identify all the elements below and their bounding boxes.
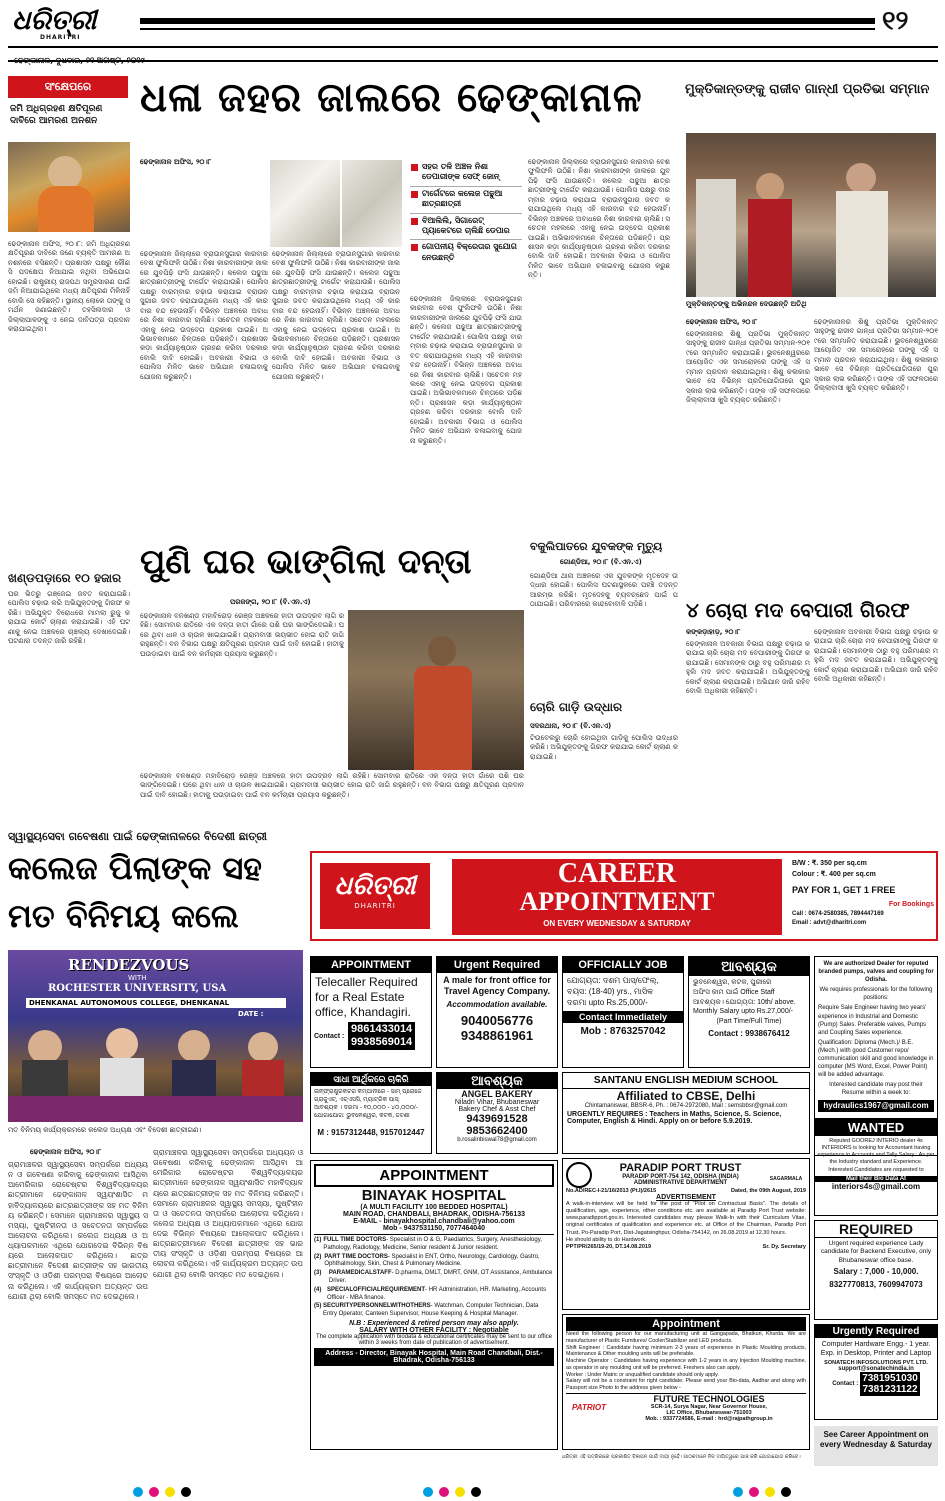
ad-bakery-email: b.rosalinbiswal78@gmail.com xyxy=(457,1137,537,1144)
vakuli-headline: ବକୁଲିପାତରେ ଯୁବକଙ୍କ ମୃତ୍ୟୁ xyxy=(530,540,663,553)
ad-binayak-email: E-MAIL - binayakhospital.chandbali@yahoo.com xyxy=(353,1218,515,1225)
ad-paradip-no: No.AD/REC-I-21/16/2013 (Pt.I)/2615 xyxy=(566,1188,657,1194)
ad-urgently-head: Urgently Required xyxy=(815,1325,937,1338)
ad-paradip-dated: Dated, the 09th August, 2019 xyxy=(731,1188,806,1194)
ad-telecaller xyxy=(310,956,432,1068)
lead-dateline: ଢେଙ୍କାନାଳ ଅଫିସ, ୨୦।୮ xyxy=(140,158,212,166)
ad-bakery-name: ANGEL BAKERY xyxy=(461,1089,533,1099)
rate-bw: B/W : ₹. 350 per sq.cm xyxy=(792,860,867,867)
ad-paradip-text: A walk-in-interview will be held for the post of "Pilot on Contractual Basis". The details of qualification, age, experience, other conditions etc. are available at Paradip Port Trust website: www.paradipport.gov.in. Interested candidates may please Walk-In with their Curriculum Vitae, original certificates of qualification and experience etc. at Office of the Chairman, Paradip Port Trust, Po-Paradip Port, Dist-Jagatsinghpur, Odisha-754142, on 26.08.2019 at 12.30 hours. xyxy=(566,1201,806,1236)
ad-binayak-item: (1) FULL TIME DOCTORS- Specialist in O & G, Paediatrics, Surgery, Anesthesiology, Pathology, Radiology, Medicine, Senior resident & Junior resident. xyxy=(314,1237,542,1251)
ad-appt-salary: Salary will not be a constraint for right candidate. Please send your Bio-data, Aadhar and along with Passport size Photo to the address given below - xyxy=(566,1378,806,1392)
ad-dealer-req: We requires professionals for the following positions: xyxy=(819,987,933,1002)
ad-binayak-item: (2) PART TIME DOCTORS- Specialist in ENT, Ortho, Neurology, Cardiology, Gastro, Ophthalmology, Skin, Chest & Pulmonary Medicine. xyxy=(314,1253,540,1268)
elephant-damage-photo xyxy=(348,610,524,770)
chora-dateline: କଙ୍କଡ଼ାହାଡ଼, ୨୦।୮ xyxy=(686,628,741,636)
ad-telecaller-text: Telecaller Required for a Real Estate office, Khandagiri. xyxy=(315,975,418,1019)
college-body-col2: ଗ୍ରାମାଞ୍ଚଳର ସ୍ୱାସ୍ଥ୍ୟସେବା ସମ୍ପର୍କରେ ଅଧ୍ୟୟନ ଓ ଗବେଷଣା କରିବାକୁ ଢେଙ୍କାନାଳ ଆସିଥିବା ଆମେରିକାର ରୋଚେଷ୍ଟର ବିଶ୍ୱବିଦ୍ୟାଳୟର ଛାତ୍ରୀମାନେ ଢେଙ୍କାନାଳ ସ୍ୱୟଂଶାସିତ ମହାବିଦ୍ୟାଳୟରେ ଛାତ୍ରଛାତ୍ରୀଙ୍କ ସହ ମତ ବିନିମୟ କରିଛନ୍ତି। ସେମାନେ ଗ୍ରାମାଞ୍ଚଳର ସ୍ୱାସ୍ଥ୍ୟ ସମସ୍ୟା, ପୁଷ୍ଟିହୀନତା ଓ ସଚେତନତା ସମ୍ପର୍କରେ ଆଲୋଚନା କରିଥିଲେ। କଲେଜ ଅଧ୍ୟକ୍ଷ ଓ ଅଧ୍ୟାପକମାନେ ଏଥିରେ ଯୋଗଦେଇ ବିଭିନ୍ନ ବିଷୟରେ ଆଲୋକପାତ କରିଥିଲେ। ଛାତ୍ରଛାତ୍ରୀମାନେ ବିଦେଶୀ ଛାତ୍ରୀଙ୍କ ସହ ଭାରତୀୟ ସଂସ୍କୃତି ଓ ଓଡ଼ିଶୀ ପରମ୍ପରା ବିଷୟରେ ଆଲୋଚନା କରିଥିଲେ। ଏହି କାର୍ଯ୍ୟକ୍ରମ ଅତ୍ୟନ୍ତ ଉପଯୋଗୀ ଥିଲା ବୋଲି ସମସ୍ତେ ମତ ଦେଇଥିଲେ। xyxy=(153,1148,303,1279)
ad-appointment-future xyxy=(562,1314,810,1450)
ad-paradip-sign: Sr. Dy. Secretary xyxy=(762,1243,806,1250)
career-brand-box xyxy=(320,863,430,929)
vakuli-dateline: ଗୋଣ୍ଡିଆ, ୨୦।୮ (ବି.ଏନ.ଏ) xyxy=(560,558,642,566)
header-rule xyxy=(140,18,875,24)
ad-urgently-contact: Contact : xyxy=(832,1381,859,1388)
ad-santanu xyxy=(562,1072,810,1154)
ad-urgently-phone: 7381231122 xyxy=(862,1384,918,1396)
award-photo xyxy=(686,133,936,297)
ad-officially-line: ବୟସ: (18-40) yrs., ମାସିକ xyxy=(567,987,653,997)
ad-required xyxy=(814,1220,938,1320)
booking-call: Call : 0674-2580385, 7894447169 xyxy=(792,911,884,917)
ad-sadha-line: ଗ୍ରାଜୁଏଟ୍, ଏଚ୍‌ଏସସି, ମ୍ୟାଟ୍ରିକ ପାସ୍ xyxy=(314,1097,399,1104)
ad-required-head: REQUIRED xyxy=(815,1221,937,1238)
ad-abashyak-contact: Contact : 9938676412 xyxy=(708,1028,790,1038)
registration-dots-left xyxy=(130,1482,194,1501)
gandhi-caption: ମୁକ୍ତିକାନ୍ତଙ୍କୁ ଅଭିନନ୍ଦନ ଦେଉଛନ୍ତି ଅତିଥି xyxy=(686,300,807,308)
danta-body-col2: ଢେଙ୍କାନାଳ ବନଖଣ୍ଡ ମହାବିରୋଡ଼ ରେଞ୍ଜ ଅଞ୍ଚଳରେ ହାତୀ ଉପଦ୍ରବ ଲାଗି ରହିଛି। ସୋମବାର ରାତିରେ ଏକ ଦନ୍ତା ହାତୀ ଗାଁରେ ପଶି ଘର ଭାଙ୍ଗିଦେଇଛି। ଘରେ ଥିବା ଧାନ ଓ ଚାଉଳ ଖାଇଯାଇଛି। ଗ୍ରାମବାସୀ ଭୟଭୀତ ହୋଇ ରାତି ଜାଗି ରହୁଛନ୍ତି। ବନ ବିଭାଗ ପକ୍ଷରୁ କ୍ଷତିପୂରଣ ପ୍ରଦାନ ପାଇଁ ଦାବି ହୋଇଛି। ହାତୀକୁ ଘଉଡ଼ାଇବା ପାଇଁ ବନ କର୍ମଚାରୀ ପ୍ରୟାସ କରୁଛନ୍ତି। xyxy=(140,772,524,799)
ad-appt-caddr: SCR-14, Surya Nagar, Near Governor House, xyxy=(650,1403,768,1410)
rendezvous-univ: ROCHESTER UNIVERSITY, USA xyxy=(48,983,227,994)
gandhi-body-col2: ଢେଙ୍କାନାଳର ଶିଶୁ ପ୍ରତିଭା ମୁକ୍ତିକାନ୍ତ ସାହୁଙ୍କୁ ରାଜୀବ ଗାନ୍ଧୀ ପ୍ରତିଭା ସମ୍ମାନ-୨୦୧୯ରେ ସମ୍ମାନିତ କରାଯାଇଛି। ଭୁବନେଶ୍ୱରରେ ଆୟୋଜିତ ଏକ ସମାରୋହରେ ତାଙ୍କୁ ଏହି ସମ୍ମାନ ପ୍ରଦାନ କରାଯାଇଥିଲା। ଶିଶୁ କଳାକାର ଭାବେ ସେ ବିଭିନ୍ନ ପ୍ରତିଯୋଗିତାରେ ପୁରସ୍କାର ଲାଭ କରିଛନ୍ତି। ତାଙ୍କ ଏହି ସଫଳତାରେ ଜିଲ୍ଲାବାସୀ ଖୁସି ବ୍ୟକ୍ତ କରିଛନ୍ତି। xyxy=(814,318,938,393)
rendezvous-photo xyxy=(8,950,303,1122)
ad-see-career xyxy=(814,1426,938,1466)
masthead-logo: ଧରିତ୍ରୀ xyxy=(12,5,97,36)
ad-appt-machine: Machine Operator : Candidates having experience with 1-2 years in any Injection Moulding machine, as operator in any moulding unit will be preferred. Freshers also can apply. xyxy=(566,1358,806,1371)
ad-santanu-urgent: URGENTLY REQUIRES : Teachers in Maths, Science, S. Science, Computer, English & Hindi. Apply on or before 5.9.2019. xyxy=(567,1111,782,1125)
drug-seizure-photo-1 xyxy=(270,160,340,247)
college-headline-2: ମତ ବିନିମୟ କଲେ xyxy=(8,897,239,935)
college-body-col1: ଗ୍ରାମାଞ୍ଚଳର ସ୍ୱାସ୍ଥ୍ୟସେବା ସମ୍ପର୍କରେ ଅଧ୍ୟୟନ ଓ ଗବେଷଣା କରିବାକୁ ଢେଙ୍କାନାଳ ଆସିଥିବା ଆମେରିକାର ରୋଚେଷ୍ଟର ବିଶ୍ୱବିଦ୍ୟାଳୟର ଛାତ୍ରୀମାନେ ଢେଙ୍କାନାଳ ସ୍ୱୟଂଶାସିତ ମହାବିଦ୍ୟାଳୟରେ ଛାତ୍ରଛାତ୍ରୀଙ୍କ ସହ ମତ ବିନିମୟ କରିଛନ୍ତି। ସେମାନେ ଗ୍ରାମାଞ୍ଚଳର ସ୍ୱାସ୍ଥ୍ୟ ସମସ୍ୟା, ପୁଷ୍ଟିହୀନତା ଓ ସଚେତନତା ସମ୍ପର୍କରେ ଆଲୋଚନା କରିଥିଲେ। କଲେଜ ଅଧ୍ୟକ୍ଷ ଓ ଅଧ୍ୟାପକମାନେ ଏଥିରେ ଯୋଗଦେଇ ବିଭିନ୍ନ ବିଷୟରେ ଆଲୋକପାତ କରିଥିଲେ। ଛାତ୍ରଛାତ୍ରୀମାନେ ବିଦେଶୀ ଛାତ୍ରୀଙ୍କ ସହ ଭାରତୀୟ ସଂସ୍କୃତି ଓ ଓଡ଼ିଶୀ ପରମ୍ପରା ବିଷୟରେ ଆଲୋଚନା କରିଥିଲେ। ଏହି କାର୍ଯ୍ୟକ୍ରମ ଅତ୍ୟନ୍ତ ଉପଯୋଗୀ ଥିଲା ବୋଲି ସମସ୍ତେ ମତ ଦେଇଥିଲେ। xyxy=(8,1160,148,1301)
ad-officially-mob: Mob : 8763257042 xyxy=(580,1025,666,1037)
page-number: ୧୨ xyxy=(882,6,909,36)
registration-dots-right xyxy=(730,1482,794,1501)
gandhi-dateline: ଢେଙ୍କାନାଳ ଅଫିସ, ୨୦।୮ xyxy=(686,318,758,326)
ad-appt-caddr: LIC Office, Bhubaneswar-751003 xyxy=(666,1409,752,1416)
career-brand: ଧରିତ୍ରୀ xyxy=(334,871,416,901)
lead-body-col2: ଢେଙ୍କାନାଳ ଜିଲ୍ଲାରେ ବ୍ରାଉନସୁଗାର କାରବାର ବେଶ ଫୁଲିଫଳି ଉଠିଛି। ନିଶା କାରବାରୀଙ୍କ ଜାଲରେ ଯୁବପିଢ଼ି ଫସି ଯାଉଛନ୍ତି। କଲେଜ ପଢୁଆ ଛାତ୍ରଛାତ୍ରୀଙ୍କୁ ଟାର୍ଗେଟ କରାଯାଉଛି। ପୋଲିସ ପକ୍ଷରୁ ବାରମ୍ବାର ଚଢ଼ାଉ କରାଯାଇ ବ୍ରାଉନସୁଗାର ଜବତ କରାଯାଉଥିଲେ ମଧ୍ୟ ଏହି କାରବାର ବନ୍ଦ ହେଉନାହିଁ। ବିଭିନ୍ନ ଅଞ୍ଚଳରେ ଅବାଧରେ ନିଶା କାରବାର ଚାଲିଛି। ସଚେତନ ମହଲରେ ଏହାକୁ ନେଇ ଉଦ୍‌ବେଗ ପ୍ରକାଶ ପାଇଛି। ଅଭିଭାବକମାନେ ଚିନ୍ତାରେ ପଡ଼ିଛନ୍ତି। ପ୍ରଶାସନ କଡ଼ା କାର୍ଯ୍ୟାନୁଷ୍ଠାନ ଗ୍ରହଣ କରିବା ଦରକାର ବୋଲି ଦାବି ହୋଇଛି। ଅବକାରୀ ବିଭାଗ ଓ ପୋଲିସ ମିଳିତ ଭାବେ ଅଭିଯାନ ଚଳାଇବାକୁ ଯୋଜନା କରୁଛନ୍ତି। xyxy=(272,250,400,381)
ad-sadha-line: ଆବଶ୍ୟକ । ଦରମା - ୧୦,୦୦୦ - ୪୦,୦୦୦/- xyxy=(314,1105,418,1112)
ad-binayak-note: The complete application with biodata & educational certificates may be sent to our office within 3 weeks from date of publication of advertisement. xyxy=(315,1333,553,1346)
ad-urgent-head: Urgent Required xyxy=(437,957,557,973)
ad-abashyak-head: ଆବଶ୍ୟକ xyxy=(689,957,809,976)
ad-paradip-adv: ADVERTISEMENT xyxy=(656,1194,716,1201)
ad-wanted-head: WANTED xyxy=(815,1119,937,1136)
paradip-logo xyxy=(566,1162,592,1188)
ad-dealer-email: hydraulics1967@gmail.com xyxy=(818,1100,934,1113)
college-caption: ମତ ବିନିମୟ କାର୍ଯ୍ୟକ୍ରମରେ କଲେଜ ଅଧ୍ୟକ୍ଷ ଏବଂ ବିଦେଶୀ ଛାତ୍ରୀଗଣ। xyxy=(8,1126,202,1134)
ad-binayak xyxy=(310,1160,558,1450)
ad-dealer-text: We are authorized Dealer for reputed branded pumps, valves and coupling for Odisha. xyxy=(818,961,934,984)
header-rule-thin xyxy=(140,28,875,30)
career-banner xyxy=(310,851,938,941)
career-sub: ON EVERY WEDNESDAY & SATURDAY xyxy=(543,919,691,928)
sagarmala-logo: SAGARMALA xyxy=(769,1176,803,1182)
chori-dateline: ସଦରଥାନା, ୨୦।୮ (ବି.ଏନ.ଏ) xyxy=(530,722,612,730)
ad-sadha-line: ଯୋଗାଯୋଗ: ଭୁବନେଶ୍ୱର, କଟକ, ଜଟଣୀ xyxy=(314,1113,410,1120)
ad-binayak-item: (3) PARAMEDICALSTAFF- D.pharma, DMLT, DMRT, GNM, OT Assistance, Ambulance Driver. xyxy=(314,1270,553,1284)
ad-bakery-head: ଆବଶ୍ୟକ xyxy=(437,1073,557,1089)
ad-telecaller-phone: 9938569014 xyxy=(351,1036,413,1049)
ad-wanted-email: interiors4s@gmail.com xyxy=(831,1181,921,1191)
bullet-item: ସହର ତଳି ଅଞ୍ଚଳ ନିଶା ଡେପାରୀଙ୍କ ସେଫ୍ ଜୋନ୍ xyxy=(410,160,522,187)
ad-sadha-line: ଇନ୍‌ଫ୍ରାଷ୍ଟ୍ରକଚର କମ୍ପାନୀରେ - ସାମ୍ ପ୍ରୋଜେ xyxy=(314,1089,422,1095)
date-label: DATE : xyxy=(238,1010,264,1018)
masthead xyxy=(12,6,132,42)
ad-binayak-sub: (A MULTI FACILITY 100 BEDDED HOSPITAL) xyxy=(360,1204,508,1211)
lead-headline: ଧଳା ଜହର ଜାଲରେ ଢେଙ୍କାନାଳ xyxy=(140,75,643,121)
college-dateline: ଢେଙ୍କାନାଳ ଅଫିସ, ୨୦।୮ xyxy=(30,1148,102,1156)
ad-binayak-nb: N.B : Experienced & retired person may also apply. xyxy=(349,1319,519,1327)
ad-wanted-text: Reputed GOOREJ INTERIO dealer 4s INTERIORS is looking for Accountant having experience in Accounts and Tally Salary : As per the Industry standard and Experience. Interested Candidates are requested to xyxy=(817,1138,935,1173)
ad-binayak-head: APPOINTMENT xyxy=(314,1164,554,1187)
career-title-box xyxy=(452,859,782,935)
ad-binayak-name: BINAYAK HOSPITAL xyxy=(361,1187,507,1204)
ad-abashyak-line: ଆବଶ୍ୟକ। ଯୋଗ୍ୟତା: 10th/ above. xyxy=(693,998,796,1006)
offer: PAY FOR 1, GET 1 FREE xyxy=(792,885,896,895)
ad-bakery-phone: 9853662400 xyxy=(466,1125,528,1138)
ad-abashyak-line: (Part Time/Full Time) xyxy=(716,1018,782,1026)
rendezvous-with: WITH xyxy=(128,974,147,982)
ad-urgent-phone: 9348861961 xyxy=(460,1027,534,1043)
rate-colour: Colour : ₹. 400 per sq.cm xyxy=(792,870,876,878)
ad-urgently-text: Computer Hardware Engg.- 1 year. Exp. in Desktop, Printer and Laptop xyxy=(820,1341,932,1358)
chora-body-col2: ଢେଙ୍କାନାଳ ଅବକାରୀ ବିଭାଗ ପକ୍ଷରୁ ଚଢ଼ାଉ କରାଯାଇ ଚାରି ଚୋରା ମଦ ବେପାରୀଙ୍କୁ ଗିରଫ କରାଯାଇଛି। ସେମାନଙ୍କ ଠାରୁ ବହୁ ପରିମାଣର ମହୁଲି ମଦ ଜବତ କରାଯାଇଛି। ଅଭିଯୁକ୍ତଙ୍କୁ କୋର୍ଟ ଚାଲାଣ କରାଯାଇଛି। ଅଭିଯାନ ଜାରି ରହିବ ବୋଲି ଅଧିକାରୀ କହିଛନ୍ତି। xyxy=(814,628,938,684)
ad-appt-worker: Worker : Under Matric or unqualified candidate should only apply. xyxy=(566,1371,719,1378)
lead-body-col3: ଢେଙ୍କାନାଳ ଜିଲ୍ଲାରେ ବ୍ରାଉନସୁଗାର କାରବାର ବେଶ ଫୁଲିଫଳି ଉଠିଛି। ନିଶା କାରବାରୀଙ୍କ ଜାଲରେ ଯୁବପିଢ଼ି ଫସି ଯାଉଛନ୍ତି। କଲେଜ ପଢୁଆ ଛାତ୍ରଛାତ୍ରୀଙ୍କୁ ଟାର୍ଗେଟ କରାଯାଉଛି। ପୋଲିସ ପକ୍ଷରୁ ବାରମ୍ବାର ଚଢ଼ାଉ କରାଯାଇ ବ୍ରାଉନସୁଗାର ଜବତ କରାଯାଉଥିଲେ ମଧ୍ୟ ଏହି କାରବାର ବନ୍ଦ ହେଉନାହିଁ। ବିଭିନ୍ନ ଅଞ୍ଚଳରେ ଅବାଧରେ ନିଶା କାରବାର ଚାଲିଛି। ସଚେତନ ମହଲରେ ଏହାକୁ ନେଇ ଉଦ୍‌ବେଗ ପ୍ରକାଶ ପାଇଛି। ଅଭିଭାବକମାନେ ଚିନ୍ତାରେ ପଡ଼ିଛନ୍ତି। ପ୍ରଶାସନ କଡ଼ା କାର୍ଯ୍ୟାନୁଷ୍ଠାନ ଗ୍ରହଣ କରିବା ଦରକାର ବୋଲି ଦାବି ହୋଇଛି। ଅବକାରୀ ବିଭାଗ ଓ ପୋଲିସ ମିଳିତ ଭାବେ ଅଭିଯାନ ଚଳାଇବାକୁ ଯୋଜନା କରୁଛନ୍ତି। xyxy=(410,295,522,445)
ad-paradip-text2: He should ability to do Hardwork. xyxy=(566,1236,647,1243)
ad-santanu-address: Chintamaniswar, BBSR-6, Ph. : 0674-2972080, Mail : semsbbsr@gmail.com xyxy=(584,1103,788,1109)
career-title-2: APPOINTMENT xyxy=(519,887,715,916)
ad-appt-head: Appointment xyxy=(566,1317,806,1331)
ad-bakery-phone: 9439691528 xyxy=(466,1113,528,1125)
rendezvous-banner: RENDEZVOUS xyxy=(68,956,190,974)
ad-urgently-phone: 7381951030 xyxy=(862,1373,918,1385)
chori-body: ଟିଉବେଲରୁ ଚୋରି ହୋଇଥିବା ଗାଡ଼ିକୁ ପୋଲିସ ଉଦ୍ଧାର କରିଛି। ଅଭିଯୁକ୍ତଙ୍କୁ ଗିରଫ କରାଯାଇ କୋର୍ଟ ଚାଲାଣ କରାଯାଇଛି। xyxy=(530,734,678,761)
ad-abashyak xyxy=(688,956,810,1068)
registration-dots-center xyxy=(420,1482,484,1501)
khandapada-headline: ଖଣ୍ଡପଡ଼ାରେ ୧୦ ହଜାର xyxy=(8,571,122,585)
ad-binayak-footer: Address - Director, Binayak Hospital, Main Road Chandbali, Dist.- Bhadrak, Odisha-756133 xyxy=(314,1348,554,1366)
ad-bakery xyxy=(436,1072,558,1154)
ad-urgent-phone: 9040056776 xyxy=(460,1012,534,1028)
ad-officially-contact: Contact Immediately xyxy=(563,1011,683,1023)
college-strip: DHENKANAL AUTONOMOUS COLLEGE, DHENKANAL xyxy=(26,998,286,1008)
khandapada-body: ଘର ଭିତରୁ ଗଞ୍ଜେଇ ଜବତ କରାଯାଇଛି। ପୋଲିସ ଚଢ଼ାଉ କରି ଅଭିଯୁକ୍ତଙ୍କୁ ଗିରଫ କରିଛି। ଅଭିଯୁକ୍ତ ବିରୋଧରେ ମାମଲା ରୁଜୁ କରାଯାଇ କୋର୍ଟ ଚାଲାଣ କରାଯାଇଛି। ଏହି ଘଟଣାକୁ ନେଇ ଅଞ୍ଚଳରେ ଚାଞ୍ଚଲ୍ୟ ଦେଖାଦେଇଛି। ଘଟଣାର ତଦନ୍ତ ଜାରି ରହିଛି। xyxy=(8,590,130,646)
bullet-item: ଟାର୍ଗେଟରେ କଲେଜ ପଢୁଆ ଛାତ୍ରଛାତ୍ରୀ xyxy=(410,187,522,214)
ad-sadha-mobile: M : 9157312448, 9157012447 xyxy=(317,1128,425,1138)
ad-binayak-item: (4) SPECIALOFFICIALREQUIREMENT- HR Administration, HR. Marketing, Accounts Officer - MBA finance. xyxy=(314,1286,547,1301)
ad-abashyak-line: ଅଫିସ କାମ ପାଇଁ Office Staff xyxy=(693,988,775,996)
chora-body-col1: ଢେଙ୍କାନାଳ ଅବକାରୀ ବିଭାଗ ପକ୍ଷରୁ ଚଢ଼ାଉ କରାଯାଇ ଚାରି ଚୋରା ମଦ ବେପାରୀଙ୍କୁ ଗିରଫ କରାଯାଇଛି। ସେମାନଙ୍କ ଠାରୁ ବହୁ ପରିମାଣର ମହୁଲି ମଦ ଜବତ କରାଯାଇଛି। ଅଭିଯୁକ୍ତଙ୍କୁ କୋର୍ଟ ଚାଲାଣ କରାଯାଇଛି। ଅଭିଯାନ ଜାରି ରହିବ ବୋଲି ଅଧିକାରୀ କହିଛନ୍ତି। xyxy=(686,640,810,696)
ad-sadha-head: ସାଧା ଆର୍ଥିକରେ ଚାକିରି xyxy=(311,1073,431,1086)
ad-bakery-positions: Bakery Chef & Asst Chef xyxy=(458,1106,536,1113)
ad-binayak-item: (5) SECURITYPERSONNELWITHOTHERS- Watchman, Computer Technician, Data Entry Operator, Canteen Supervisor, House Keeping & Hospital Manager. xyxy=(314,1303,539,1318)
masthead-english: DHARITRI xyxy=(40,34,81,41)
sankhepare-body: ଢେଙ୍କାନାଳ ଅଫିସ, ୨୦।୮: ଜମି ଅଧିଗ୍ରହଣ କ୍ଷତିପୂରଣ ଦାବିରେ ଜଣେ ବ୍ୟକ୍ତି ଆମରଣ ଅନଶନରେ ବସିଛନ୍ତି। ପ୍ରଶାସନ ପକ୍ଷରୁ କୌଣସି ପଦକ୍ଷେପ ନିଆଯାଇ ନଥିବା ଅଭିଯୋଗ ହୋଇଛି। ରାଷ୍ଟ୍ରୀୟ ରାଜପଥ ସମ୍ପ୍ରସାରଣ ପାଇଁ ଜମି ନିଆଯାଇଥିଲେ ମଧ୍ୟ କ୍ଷତିପୂରଣ ମିଳିନାହିଁ ବୋଲି ସେ କହିଛନ୍ତି। ସ୍ଥାନୀୟ ଲୋକେ ତାଙ୍କୁ ସମର୍ଥନ ଜଣାଇଛନ୍ତି। ତହସିଲଦାର ଓ ଜିଲ୍ଲାପାଳଙ୍କୁ ଏ ନେଇ ଦାବିପତ୍ର ପ୍ରଦାନ କରାଯାଇଥିଲା। xyxy=(8,240,130,333)
gandhi-headline: ମୁକ୍ତିକାନ୍ତଙ୍କୁ ରାଜୀବ ଗାନ୍ଧୀ ପ୍ରତିଭା ସମ୍ମାନ xyxy=(685,82,930,97)
ad-telecaller-phone: 9861433014 xyxy=(351,1023,413,1035)
ad-wanted xyxy=(814,1118,938,1216)
ad-paradip-ref: PPT/PR/265/19-20, DT.14.08.2019 xyxy=(566,1243,651,1250)
ad-see-text: See Career Appointment on every Wednesday & Saturday xyxy=(820,1430,932,1450)
lead-body-col4: ଢେଙ୍କାନାଳ ଜିଲ୍ଲାରେ ବ୍ରାଉନସୁଗାର କାରବାର ବେଶ ଫୁଲିଫଳି ଉଠିଛି। ନିଶା କାରବାରୀଙ୍କ ଜାଲରେ ଯୁବପିଢ଼ି ଫସି ଯାଉଛନ୍ତି। କଲେଜ ପଢୁଆ ଛାତ୍ରଛାତ୍ରୀଙ୍କୁ ଟାର୍ଗେଟ କରାଯାଉଛି। ପୋଲିସ ପକ୍ଷରୁ ବାରମ୍ବାର ଚଢ଼ାଉ କରାଯାଇ ବ୍ରାଉନସୁଗାର ଜବତ କରାଯାଉଥିଲେ ମଧ୍ୟ ଏହି କାରବାର ବନ୍ଦ ହେଉନାହିଁ। ବିଭିନ୍ନ ଅଞ୍ଚଳରେ ଅବାଧରେ ନିଶା କାରବାର ଚାଲିଛି। ସଚେତନ ମହଲରେ ଏହାକୁ ନେଇ ଉଦ୍‌ବେଗ ପ୍ରକାଶ ପାଇଛି। ଅଭିଭାବକମାନେ ଚିନ୍ତାରେ ପଡ଼ିଛନ୍ତି। ପ୍ରଶାସନ କଡ଼ା କାର୍ଯ୍ୟାନୁଷ୍ଠାନ ଗ୍ରହଣ କରିବା ଦରକାର ବୋଲି ଦାବି ହୋଇଛି। ଅବକାରୀ ବିଭାଗ ଓ ପୋଲିସ ମିଳିତ ଭାବେ ଅଭିଯାନ ଚଳାଇବାକୁ ଯୋଜନା କରୁଛନ୍ତି। xyxy=(528,158,670,280)
ad-urgent-text: A male for front office for Travel Agency Company. xyxy=(443,975,551,997)
career-rates xyxy=(792,859,934,928)
sankhepare-label: ସଂକ୍ଷେପରେ xyxy=(8,76,128,98)
ad-urgent-text2: Accommodation available. xyxy=(446,999,548,1009)
ad-officially-line: ଦରମା upto Rs.25,000/- xyxy=(567,998,648,1008)
ad-binayak-salary: SALARY WITH OTHER FACILITY : Negotiable xyxy=(359,1326,509,1334)
ad-telecaller-contact: Contact : xyxy=(314,1032,345,1040)
ad-dealer-item: Interested candidate may post their Resume within a week to: xyxy=(829,1082,923,1097)
ad-appt-text: Need the following person for our manufacturing unit at Gangapada, Bhatkuri, Khurda. We are manufacturer of Plastic Furnitures/ Cooler/Stabilizer and LED products. xyxy=(566,1331,806,1344)
dateline-bar xyxy=(8,46,938,65)
ad-paradip-address: PARADIP PORT-754 142, ODISHA (INDIA) xyxy=(622,1174,739,1180)
bullet-item: ବିଆଲିଲି, ସିଗାରେଟ୍ ପ୍ୟାକେଟରେ ଚାଲିଛି ଡେପାର xyxy=(410,214,522,241)
ad-required-text: Urgent required experience Lady candidate for Backend Executive, only Bhubaneswar office base. xyxy=(820,1240,932,1264)
ad-officially-head: OFFICIALLY JOB xyxy=(563,957,683,973)
ad-appt-shift: Shift Engineer : Candidate having minimum 2-3 years of experience in Plastic Moulding products, Maintenance & Other moulding units will be preferable. xyxy=(566,1344,806,1358)
lead-bullets xyxy=(410,160,522,290)
college-kicker: ସ୍ୱାସ୍ଥ୍ୟସେବା ଗବେଷଣା ପାଇଁ ଢେଙ୍କାନାଳରେ ବିଦେଶୀ ଛାତ୍ରୀ xyxy=(8,830,267,843)
hunger-strike-photo xyxy=(8,142,130,232)
career-brand-en: DHARITRI xyxy=(354,902,396,910)
ad-required-phone: 8327770813, 7609947073 xyxy=(829,1280,923,1290)
ad-paradip-dept: ADMINISTRATIVE DEPARTMENT xyxy=(633,1180,728,1186)
danta-headline: ପୁଣି ଘର ଭାଙ୍ଗିଲା ଦନ୍ତା xyxy=(140,542,472,582)
ad-urgently-company: SONATECH INFOSOLUTIONS PVT. LTD. xyxy=(824,1360,928,1367)
ad-wanted-mail: Mail their Bio Data At xyxy=(815,1176,937,1182)
chori-subhead: ଚୋରି ଗାଡ଼ି ଉଦ୍ଧାର xyxy=(530,700,623,714)
ad-santanu-head: SANTANU ENGLISH MEDIUM SCHOOL xyxy=(563,1073,809,1089)
ad-required-salary: Salary : 7,000 - 10,000. xyxy=(833,1267,919,1277)
patriot-logo: PATRIOT xyxy=(572,1403,606,1413)
ad-urgent xyxy=(436,956,558,1068)
college-headline-1: କଲେଜ ପିଲାଙ୍କ ସହ xyxy=(8,849,262,887)
ad-officially-line: ଯୋଗ୍ୟତା: ଦଶମ ପାସ୍/ଫେଲ୍, xyxy=(567,976,659,985)
sankhepare-headline: ଜମି ଅଧିଗ୍ରହଣ କ୍ଷତିପୂରଣ ଦାବିରେ ଆମରଣ ଅନଶନ xyxy=(10,104,103,127)
bookings: For Bookings xyxy=(888,900,934,908)
dateline: ଢେଙ୍କାନାଳ, ବୁଧବାର, ୨୧ ଅଗଷ୍ଟ, ୨୦୧୯ xyxy=(14,56,145,65)
ad-bakery-address: Niladri Vihar, Bhubaneswar xyxy=(454,1099,540,1106)
ad-abashyak-line: Monthly Salary upto Rs.27,000/- xyxy=(693,1008,793,1016)
ad-urgently-email: support@sonatechindia.in xyxy=(838,1366,914,1373)
bullet-item: ଗୋପନୀୟ ବିକ୍ରେତାର ସୁଯୋଗ ନେଉଛନ୍ତି xyxy=(410,240,522,266)
ad-binayak-address: MAIN ROAD, CHANDBALI, BHADRAK, ODISHA-756133 xyxy=(342,1211,526,1218)
ad-sadha xyxy=(310,1072,432,1154)
booking-email: Email : advt@dharitri.com xyxy=(792,920,867,926)
danta-body-col1: ଢେଙ୍କାନାଳ ବନଖଣ୍ଡ ମହାବିରୋଡ଼ ରେଞ୍ଜ ଅଞ୍ଚଳରେ ହାତୀ ଉପଦ୍ରବ ଲାଗି ରହିଛି। ସୋମବାର ରାତିରେ ଏକ ଦନ୍ତା ହାତୀ ଗାଁରେ ପଶି ଘର ଭାଙ୍ଗିଦେଇଛି। ଘରେ ଥିବା ଧାନ ଓ ଚାଉଳ ଖାଇଯାଇଛି। ଗ୍ରାମବାସୀ ଭୟଭୀତ ହୋଇ ରାତି ଜାଗି ରହୁଛନ୍ତି। ବନ ବିଭାଗ ପକ୍ଷରୁ କ୍ଷତିପୂରଣ ପ୍ରଦାନ ପାଇଁ ଦାବି ହୋଇଛି। ହାତୀକୁ ଘଉଡ଼ାଇବା ପାଇଁ ବନ କର୍ମଚାରୀ ପ୍ରୟାସ କରୁଛନ୍ତି। xyxy=(140,612,344,658)
ad-dealer-item: Require Sale Engineer having two years' experience in Industrial and Domestic (Pump) Sales. Preferable valves, Pumps and Coupling Sales experience. xyxy=(818,1005,927,1036)
ad-officially xyxy=(562,956,684,1068)
gandhi-body-col1: ଢେଙ୍କାନାଳର ଶିଶୁ ପ୍ରତିଭା ମୁକ୍ତିକାନ୍ତ ସାହୁଙ୍କୁ ରାଜୀବ ଗାନ୍ଧୀ ପ୍ରତିଭା ସମ୍ମାନ-୨୦୧୯ରେ ସମ୍ମାନିତ କରାଯାଇଛି। ଭୁବନେଶ୍ୱରରେ ଆୟୋଜିତ ଏକ ସମାରୋହରେ ତାଙ୍କୁ ଏହି ସମ୍ମାନ ପ୍ରଦାନ କରାଯାଇଥିଲା। ଶିଶୁ କଳାକାର ଭାବେ ସେ ବିଭିନ୍ନ ପ୍ରତିଯୋଗିତାରେ ପୁରସ୍କାର ଲାଭ କରିଛନ୍ତି। ତାଙ୍କ ଏହି ସଫଳତାରେ ଜିଲ୍ଲାବାସୀ ଖୁସି ବ୍ୟକ୍ତ କରିଛନ୍ତି। xyxy=(686,330,810,405)
drug-seizure-photo-2 xyxy=(342,160,402,247)
ad-paradip-head: PARADIP PORT TRUST xyxy=(619,1162,742,1174)
ad-binayak-mob: Mob - 9437531150, 7077464040 xyxy=(314,1225,554,1235)
ad-abashyak-line: ଭୁବନେଶ୍ୱର, କଟକ, ପୁରୀରେ xyxy=(693,979,772,986)
ad-urgently xyxy=(814,1324,938,1420)
footer-note: ଧରିତ୍ରୀ ଏହି ପତ୍ରିକାରେ ପ୍ରକାଶିତ ବିଜ୍ଞାପନ ପାଇଁ ଦାୟୀ ନୁହେଁ। ପାଠକମାନେ ନିଜ ଦାୟିତ୍ୱରେ ଯାଞ୍ଚ କରି ଯୋଗାଯୋଗ କରିବେ। xyxy=(562,1454,801,1460)
ad-appt-company: FUTURE TECHNOLOGIES xyxy=(653,1393,765,1404)
ad-santanu-affil: Affiliated to CBSE, Delhi xyxy=(616,1089,756,1103)
ad-telecaller-head: APPOINTMENT xyxy=(311,957,431,973)
ad-appt-cmob: Mob. : 9337724586, E-mail : hrd@rajpathgroup.in xyxy=(645,1415,773,1422)
career-title-1: CAREER xyxy=(557,858,677,889)
vakuli-body: ଗୋଣ୍ଡିଆ ଥାନା ଅଞ୍ଚଳରେ ଏକ ଯୁବକଙ୍କ ମୃତଦେହ ଉଦ୍ଧାର ହୋଇଛି। ପୋଲିସ ଘଟଣାସ୍ଥଳରେ ପହଞ୍ଚି ତଦନ୍ତ ଆରମ୍ଭ କରିଛି। ମୃତଦେହକୁ ବ୍ୟବଚ୍ଛେଦ ପାଇଁ ପଠାଯାଇଛି। ପରିବାରରେ କାନ୍ଦବୋବାଳି ପଡ଼ିଛି। xyxy=(530,572,678,609)
ad-dealer-item: Qualification: Diploma (Mech.)/ B.E. (Mech.) with good Customer repo/ communication skill and good knowledge in computer (MS Word, Excel, Power Point) will be added advantage. xyxy=(818,1039,934,1079)
ad-paradip xyxy=(562,1158,810,1310)
danta-dateline: ପରଜଙ୍ଗ, ୨୦।୮ (ବି.ଏନ.ଏ) xyxy=(230,598,311,606)
lead-body-col1: ଢେଙ୍କାନାଳ ଜିଲ୍ଲାରେ ବ୍ରାଉନସୁଗାର କାରବାର ବେଶ ଫୁଲିଫଳି ଉଠିଛି। ନିଶା କାରବାରୀଙ୍କ ଜାଲରେ ଯୁବପିଢ଼ି ଫସି ଯାଉଛନ୍ତି। କଲେଜ ପଢୁଆ ଛାତ୍ରଛାତ୍ରୀଙ୍କୁ ଟାର୍ଗେଟ କରାଯାଉଛି। ପୋଲିସ ପକ୍ଷରୁ ବାରମ୍ବାର ଚଢ଼ାଉ କରାଯାଇ ବ୍ରାଉନସୁଗାର ଜବତ କରାଯାଉଥିଲେ ମଧ୍ୟ ଏହି କାରବାର ବନ୍ଦ ହେଉନାହିଁ। ବିଭିନ୍ନ ଅଞ୍ଚଳରେ ଅବାଧରେ ନିଶା କାରବାର ଚାଲିଛି। ସଚେତନ ମହଲରେ ଏହାକୁ ନେଇ ଉଦ୍‌ବେଗ ପ୍ରକାଶ ପାଇଛି। ଅଭିଭାବକମାନେ ଚିନ୍ତାରେ ପଡ଼ିଛନ୍ତି। ପ୍ରଶାସନ କଡ଼ା କାର୍ଯ୍ୟାନୁଷ୍ଠାନ ଗ୍ରହଣ କରିବା ଦରକାର ବୋଲି ଦାବି ହୋଇଛି। ଅବକାରୀ ବିଭାଗ ଓ ପୋଲିସ ମିଳିତ ଭାବେ ଅଭିଯାନ ଚଳାଇବାକୁ ଯୋଜନା କରୁଛନ୍ତି। xyxy=(140,250,268,381)
chora-headline: ୪ ଚୋରା ମଦ ବେପାରୀ ଗିରଫ xyxy=(686,598,910,622)
